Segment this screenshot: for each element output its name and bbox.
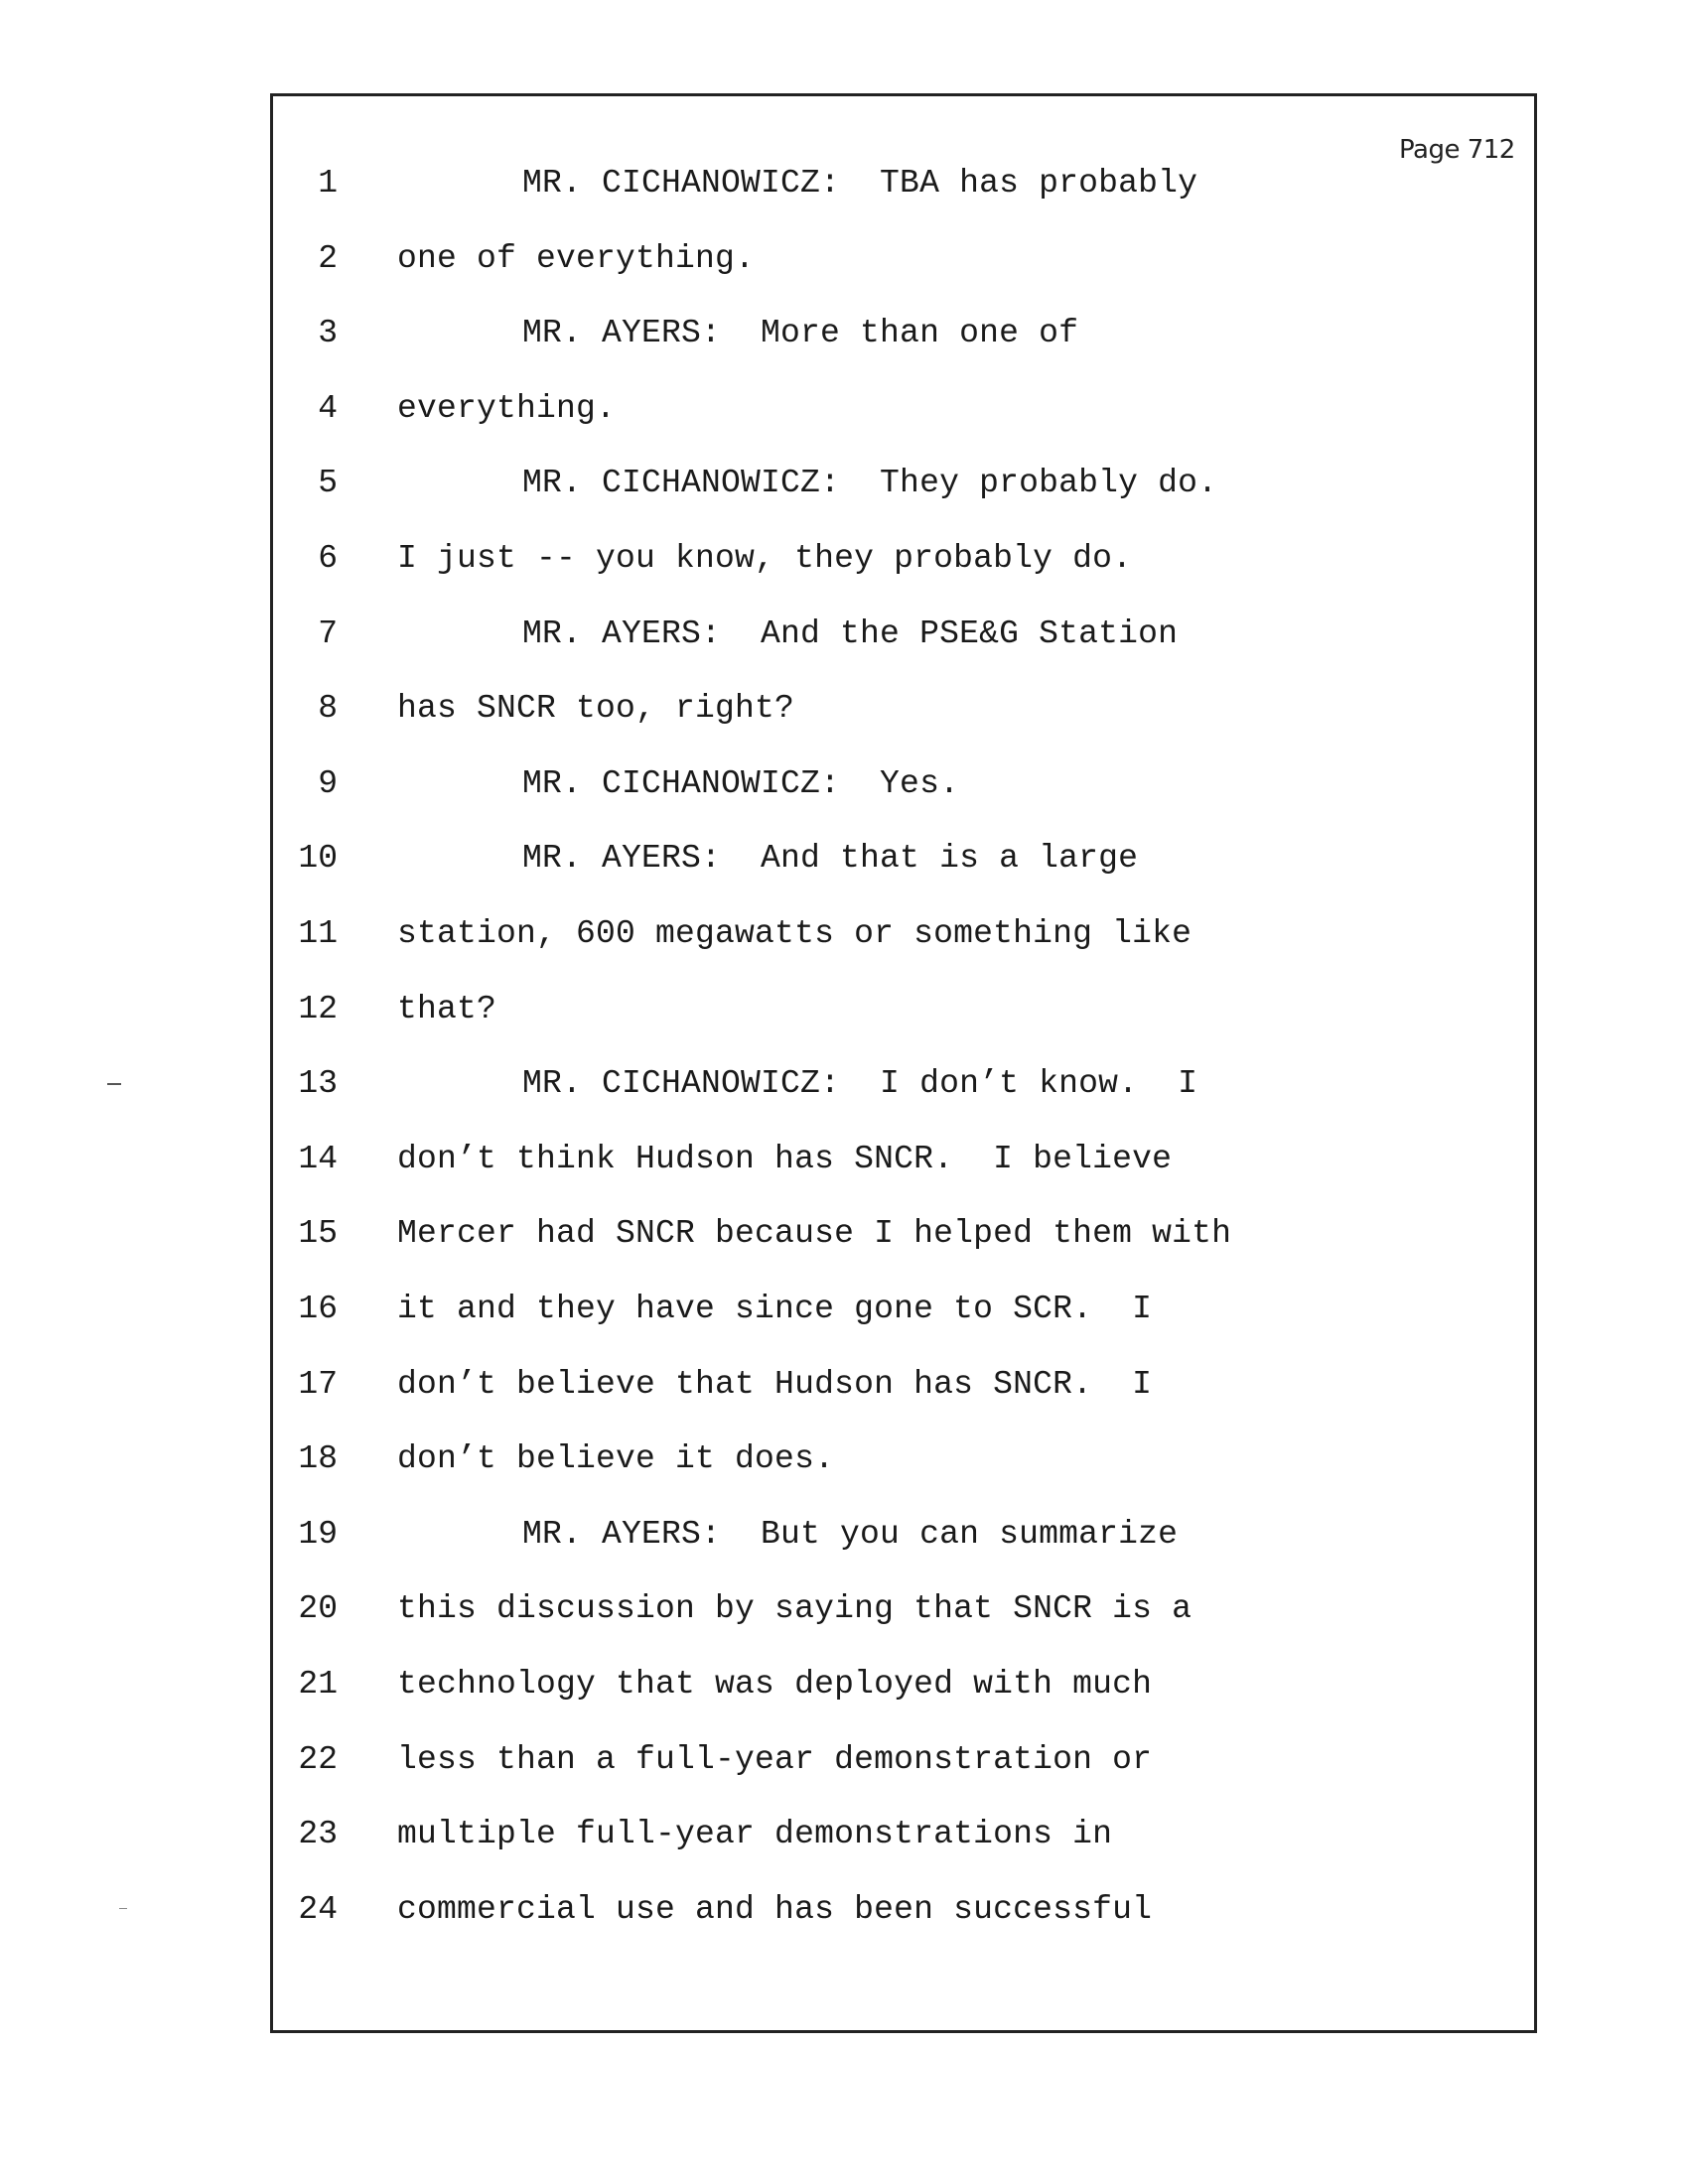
line-text: MR. AYERS: More than one of <box>522 315 1079 352</box>
transcript-line <box>0 1816 1684 1875</box>
line-text: it and they have since gone to SCR. I <box>397 1291 1153 1327</box>
line-text: MR. CICHANOWICZ: I don’t know. I <box>522 1065 1198 1103</box>
line-number: 3 <box>318 315 338 352</box>
transcript-line <box>0 315 1684 374</box>
transcript-line <box>0 991 1684 1050</box>
line-number: 24 <box>298 1890 338 1928</box>
line-number: 14 <box>298 1140 338 1177</box>
line-text: MR. AYERS: But you can summarize <box>522 1515 1179 1553</box>
transcript-line <box>0 1065 1684 1125</box>
transcript-line <box>0 690 1684 750</box>
line-number: 17 <box>298 1365 338 1403</box>
line-text: multiple full-year demonstrations in <box>397 1816 1113 1853</box>
transcript-line <box>0 615 1684 675</box>
transcript-line <box>0 1590 1684 1650</box>
line-number: 4 <box>318 389 338 427</box>
transcript-line <box>0 1291 1684 1350</box>
line-number: 22 <box>298 1740 338 1778</box>
transcript-line <box>0 465 1684 524</box>
line-text: technology that was deployed with much <box>397 1666 1153 1703</box>
transcript-line <box>0 390 1684 450</box>
transcript-line <box>0 165 1684 224</box>
transcript-line <box>0 1891 1684 1951</box>
line-text: Mercer had SNCR because I helped them with <box>397 1215 1232 1253</box>
line-text: has SNCR too, right? <box>397 690 795 728</box>
line-text: one of everything. <box>397 239 756 277</box>
line-text: don’t believe it does. <box>397 1440 835 1478</box>
line-text: I just -- you know, they probably do. <box>397 540 1133 577</box>
line-number: 1 <box>318 165 338 202</box>
transcript-line <box>0 840 1684 899</box>
line-number: 2 <box>318 239 338 277</box>
transcript-line <box>0 1440 1684 1500</box>
line-text: don’t think Hudson has SNCR. I believe <box>397 1140 1173 1177</box>
line-text: MR. CICHANOWICZ: Yes. <box>522 764 960 802</box>
line-text: commercial use and has been successful <box>397 1890 1153 1928</box>
line-text: MR. CICHANOWICZ: TBA has probably <box>522 165 1198 202</box>
line-number: 9 <box>318 764 338 802</box>
line-number: 10 <box>298 840 338 878</box>
transcript-line <box>0 240 1684 300</box>
line-text: everything. <box>397 389 617 427</box>
line-text: MR. CICHANOWICZ: They probably do. <box>522 465 1218 502</box>
line-number: 16 <box>298 1291 338 1327</box>
line-number: 19 <box>298 1515 338 1553</box>
line-number: 20 <box>298 1590 338 1628</box>
line-number: 13 <box>298 1065 338 1103</box>
line-text: MR. AYERS: And that is a large <box>522 840 1139 878</box>
line-text: don’t believe that Hudson has SNCR. I <box>397 1365 1153 1403</box>
transcript-line <box>0 1215 1684 1275</box>
line-number: 12 <box>298 990 338 1027</box>
line-text: this discussion by saying that SNCR is a <box>397 1590 1193 1628</box>
line-number: 8 <box>318 690 338 728</box>
line-number: 21 <box>298 1666 338 1703</box>
transcript-line <box>0 765 1684 825</box>
transcript-line <box>0 1366 1684 1426</box>
line-number: 18 <box>298 1440 338 1478</box>
page-number: Page 712 <box>1399 135 1515 165</box>
transcript-line <box>0 1741 1684 1801</box>
line-text: that? <box>397 990 497 1027</box>
line-number: 11 <box>298 915 338 952</box>
line-text: station, 600 megawatts or something like <box>397 915 1193 952</box>
transcript-line <box>0 540 1684 600</box>
line-number: 6 <box>318 540 338 577</box>
line-number: 5 <box>318 465 338 502</box>
transcript-line <box>0 1666 1684 1725</box>
transcript-line <box>0 1516 1684 1575</box>
line-text: less than a full-year demonstration or <box>397 1740 1153 1778</box>
line-number: 23 <box>298 1816 338 1853</box>
line-number: 15 <box>298 1215 338 1253</box>
transcript-line <box>0 915 1684 975</box>
line-text: MR. AYERS: And the PSE&G Station <box>522 614 1179 652</box>
transcript-line <box>0 1141 1684 1200</box>
line-number: 7 <box>318 614 338 652</box>
